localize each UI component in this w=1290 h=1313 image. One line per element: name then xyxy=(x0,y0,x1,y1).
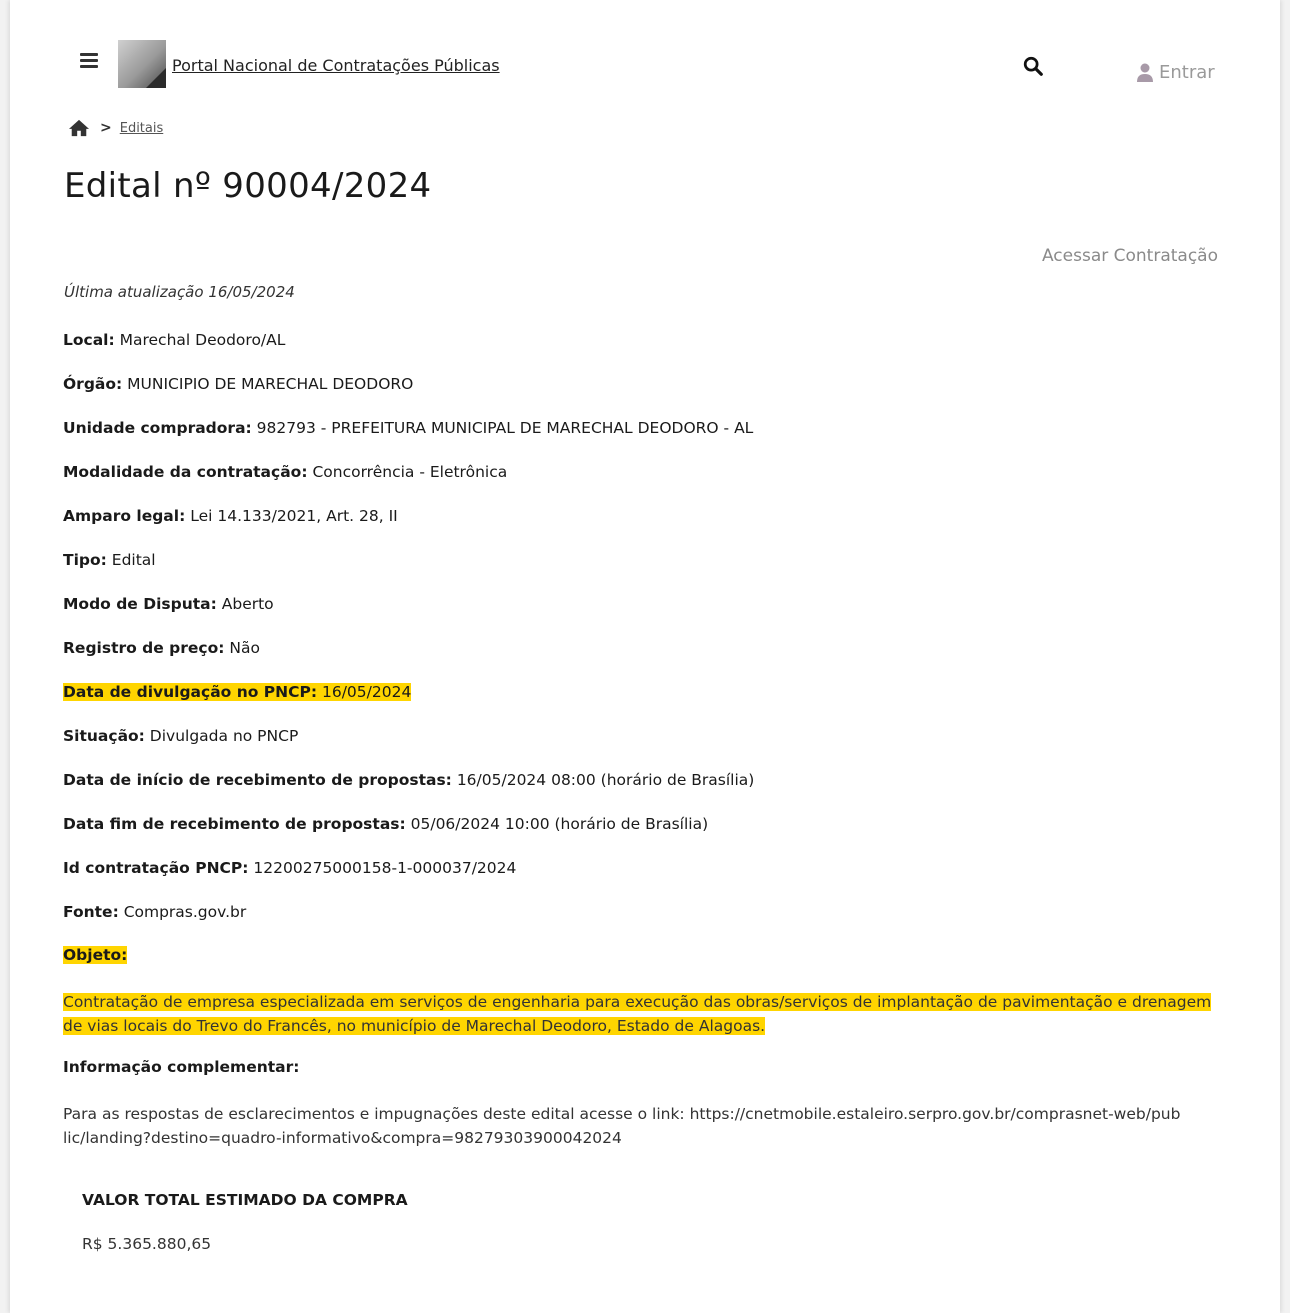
detail-label: Local: xyxy=(63,331,115,349)
total-label: VALOR TOTAL ESTIMADO DA COMPRA xyxy=(82,1191,408,1209)
detail-row xyxy=(63,902,1243,946)
detail-row xyxy=(63,638,1243,682)
detail-value: 16/05/2024 xyxy=(317,683,412,701)
details-list xyxy=(63,330,1243,946)
detail-row xyxy=(63,550,1243,594)
detail-label: Data de divulgação no PNCP: xyxy=(63,683,318,701)
info-text: Para as respostas de esclarecimentos e impugnações deste edital acesse o link: https://cnetmobile.estaleiro.serpro.gov.br/comprasnet-web/public/landing?destino=quadro-informativo&compra=98279303900042024 xyxy=(63,1105,1181,1147)
detail-label: Amparo legal: xyxy=(63,507,186,525)
user-icon xyxy=(1136,63,1154,83)
breadcrumb-editais[interactable]: Editais xyxy=(119,120,164,136)
login-button[interactable] xyxy=(1136,62,1215,83)
detail-label: Fonte: xyxy=(63,903,119,921)
objeto-label: Objeto: xyxy=(63,946,128,964)
total-value: R$ 5.365.880,65 xyxy=(82,1235,212,1253)
detail-value: 12200275000158-1-000037/2024 xyxy=(248,859,517,877)
breadcrumb xyxy=(68,118,163,138)
detail-row xyxy=(63,594,1243,638)
detail-value: Compras.gov.br xyxy=(118,903,247,921)
detail-value: 16/05/2024 08:00 (horário de Brasília) xyxy=(451,771,755,789)
detail-label: Tipo: xyxy=(63,551,107,569)
detail-label: Id contratação PNCP: xyxy=(63,859,249,877)
search-icon[interactable] xyxy=(1022,55,1044,77)
portal-logo[interactable] xyxy=(118,40,166,88)
detail-value: Marechal Deodoro/AL xyxy=(114,331,286,349)
detail-value: 982793 - PREFEITURA MUNICIPAL DE MARECHAL DEODORO - AL xyxy=(251,419,754,437)
detail-row xyxy=(63,418,1243,462)
detail-label: Modalidade da contratação: xyxy=(63,463,308,481)
detail-row xyxy=(63,506,1243,550)
detail-label: Modo de Disputa: xyxy=(63,595,217,613)
detail-label: Órgão: xyxy=(63,375,123,393)
detail-label: Data de início de recebimento de propostas: xyxy=(63,771,452,789)
page-title: Edital nº 90004/2024 xyxy=(64,166,432,206)
detail-row xyxy=(63,330,1243,374)
detail-value: MUNICIPIO DE MARECHAL DEODORO xyxy=(122,375,414,393)
last-update: Última atualização 16/05/2024 xyxy=(64,283,295,301)
info-label: Informação complementar: xyxy=(63,1058,300,1076)
objeto-text: Contratação de empresa especializada em serviços de engenharia para execução das obras/serviços de implantação de pavimentação e drenagem de vias locais do Trevo do Francês, no município de Marechal Deodoro, Estado de Alagoas. xyxy=(63,993,1212,1035)
detail-row xyxy=(63,462,1243,506)
detail-value: Divulgada no PNCP xyxy=(144,727,299,745)
detail-row xyxy=(63,814,1243,858)
detail-label: Data fim de recebimento de propostas: xyxy=(63,815,406,833)
detail-value: Lei 14.133/2021, Art. 28, II xyxy=(185,507,398,525)
chevron-right-icon: > xyxy=(100,120,112,136)
detail-value: 05/06/2024 10:00 (horário de Brasília) xyxy=(405,815,709,833)
detail-row xyxy=(63,682,1243,726)
detail-value: Concorrência - Eletrônica xyxy=(307,463,508,481)
detail-label: Unidade compradora: xyxy=(63,419,252,437)
detail-label: Registro de preço: xyxy=(63,639,225,657)
detail-row xyxy=(63,770,1243,814)
menu-icon[interactable] xyxy=(80,53,98,71)
login-label: Entrar xyxy=(1159,62,1215,83)
detail-value: Aberto xyxy=(216,595,274,613)
detail-label: Situação: xyxy=(63,727,145,745)
detail-row xyxy=(63,374,1243,418)
page-sheet xyxy=(10,0,1280,1313)
portal-name-link[interactable]: Portal Nacional de Contratações Públicas xyxy=(172,56,500,75)
detail-row xyxy=(63,726,1243,770)
home-icon[interactable] xyxy=(68,118,90,138)
detail-value: Edital xyxy=(106,551,156,569)
detail-row xyxy=(63,858,1243,902)
access-contract-link[interactable]: Acessar Contratação xyxy=(1041,246,1218,266)
detail-value: Não xyxy=(224,639,260,657)
